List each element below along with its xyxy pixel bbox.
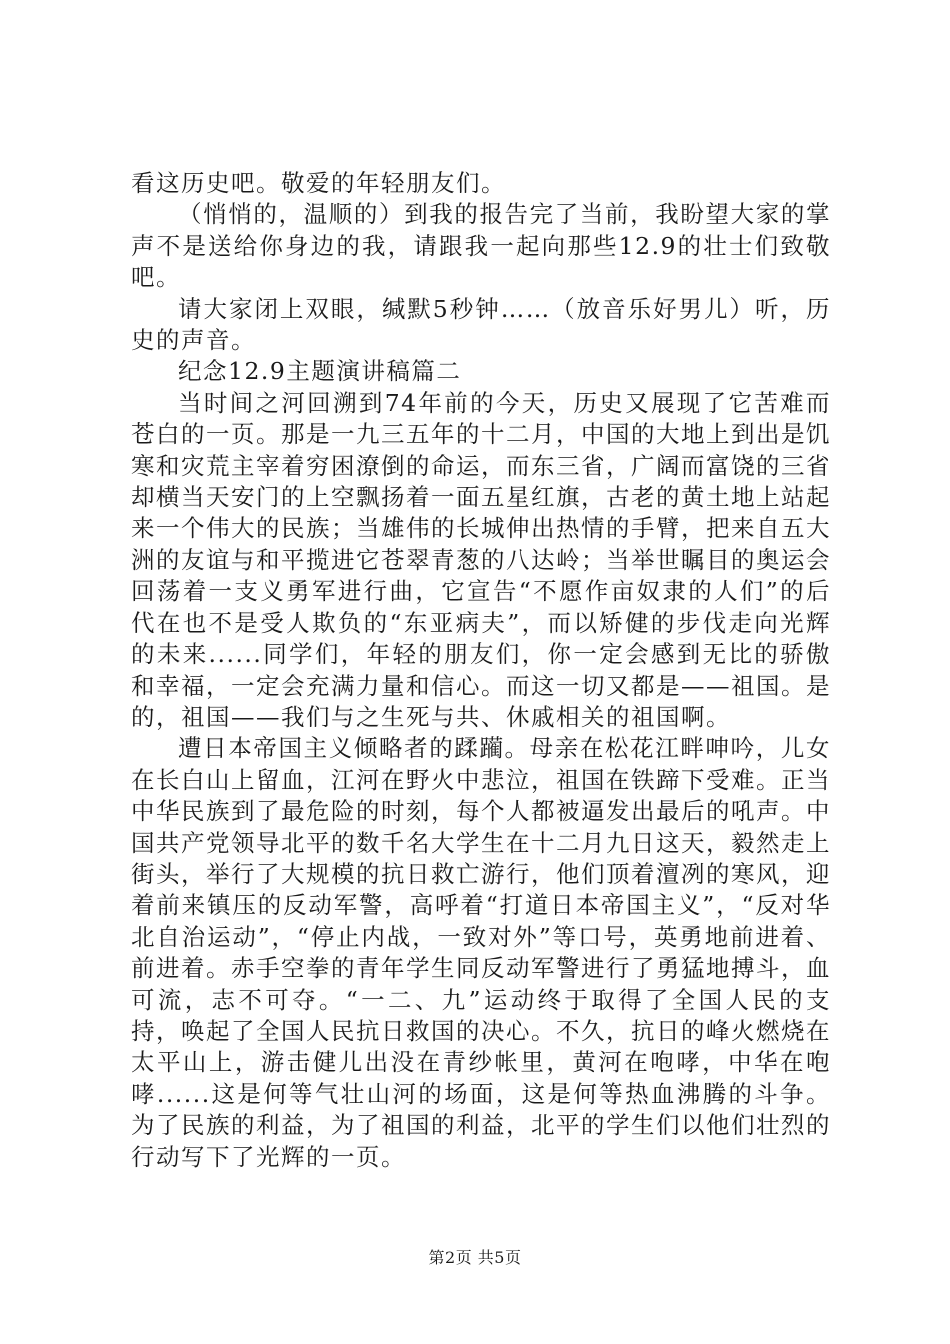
paragraph: （悄悄的，温顺的）到我的报告完了当前，我盼望大家的掌声不是送给你身边的我，请跟我一起向那些12.9的壮士们致敬吧。 — [131, 200, 831, 292]
paragraph: 请大家闭上双眼，缄默5秒钟……（放音乐好男儿）听，历史的声音。 — [131, 294, 831, 355]
paragraph: 当时间之河回溯到74年前的今天，历史又展现了它苦难而苍白的一页。那是一九三五年的十二月，中国的大地上到出是饥寒和灾荒主宰着穷困潦倒的命运，而东三省，广阔而富饶的三省却横当天安门的上空飘扬着一面五星红旗，古老的黄土地上站起来一个伟大的民族；当雄伟的长城伸出热情的手臂，把来自五大洲的友谊与和平揽进它苍翠青葱的八达岭；当举世瞩目的奥运会回荡着一支义勇军进行曲，它宣告“不愿作亩奴隶的人们”的后代在也不是受人欺负的“东亚病夫”，而以矫健的步伐走向光辉的未来......同学们，年轻的朋友们，你一定会感到无比的骄傲和幸福，一定会充满力量和信心。而这一切又都是——祖国。是的，祖国——我们与之生死与共、休戚相关的祖国啊。 — [131, 388, 831, 731]
section-title: 纪念12.9主题演讲稿篇二 — [178, 357, 462, 386]
document-body — [131, 168, 831, 1173]
page-number-footer: 第2页 共5页 — [428, 1248, 522, 1267]
paragraph: 看这历史吧。敬爱的年轻朋友们。 — [131, 169, 506, 197]
paragraph: 遭日本帝国主义倾略者的蹂躏。母亲在松花江畔呻吟，儿女在长白山上留血，江河在野火中悲泣，祖国在铁蹄下受难。正当中华民族到了最危险的时刻，每个人都被逼发出最后的吼声。中国共产党领导北平的数千名大学生在十二月九日这天，毅然走上街头，举行了大规模的抗日救亡游行，他们顶着澶冽的寒风，迎着前来镇压的反动军警，高呼着“打道日本帝国主义”，“反对华北自治运动”，“停止内战，一致对外”等口号，英勇地前进着、前进着。赤手空拳的青年学生同反动军警进行了勇猛地搏斗，血可流，志不可夺。“一二、九”运动终于取得了全国人民的支持，唤起了全国人民抗日救国的决心。不久，抗日的峰火燃烧在太平山上，游击健儿出没在青纱帐里，黄河在咆哮，中华在咆哮......这是何等气壮山河的场面，这是何等热血沸腾的斗争。为了民族的利益，为了祖国的利益，北平的学生们以他们壮烈的行动写下了光辉的一页。 — [131, 734, 831, 1171]
